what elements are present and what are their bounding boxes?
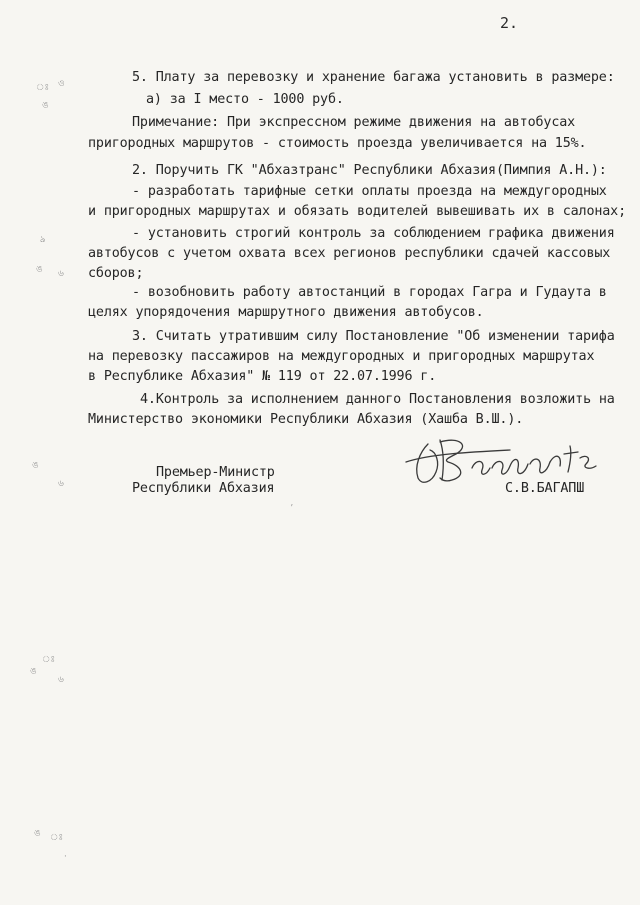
signatory-title-line-2: Республики Абхазия [132,481,275,496]
scan-speck: ঙ [42,101,49,111]
paragraph-2-line-5: автобусов с учетом охвата всех регионов республики сдачей кассовых [88,246,611,261]
scan-speck: ʼ [290,504,293,514]
scan-speck: ঙ [34,829,41,839]
scan-speck: · [64,852,67,862]
paragraph-2-line-7: - возобновить работу автостанций в городах Гагра и Гудаута в [132,285,607,300]
scan-speck: ঙ [30,667,37,677]
paragraph-5-line-2: а) за I место - 1000 руб. [146,92,344,107]
scan-speck: ৬ [58,479,64,489]
paragraph-4-line-1: 4.Контроль за исполнением данного Постановления возложить на [140,392,615,407]
paragraph-2-line-6: сборов; [88,266,144,281]
paragraph-4-line-2: Министерство экономики Республики Абхазия (Хашба В.Ш.). [88,412,524,427]
handwritten-signature [400,432,610,490]
scan-speck: ঃ [36,83,50,93]
paragraph-2-line-1: 2. Поручить ГК "Абхазтранс" Республики Абхазия(Пимпия А.Н.): [132,163,607,178]
scan-speck: ঙ [36,265,43,275]
paragraph-2-line-3: и пригородных маршрутах и обязать водителей вывешивать их в салонах; [88,204,627,219]
paragraph-3-line-1: 3. Считать утратившим силу Постановление "Об изменении тарифа [132,329,615,344]
scan-speck: ঃ [42,655,56,665]
note-line-1: Примечание: При экспрессном режиме движения на автобусах [132,115,576,130]
scan-speck: ঃ [50,833,64,843]
paragraph-2-line-4: - установить строгий контроль за соблюдением графика движения [132,226,615,241]
paragraph-2-line-8: целях упорядочения маршрутного движения автобусов. [88,305,484,320]
page-number: 2. [500,14,519,32]
note-line-2: пригородных маршрутов - стоимость проезда увеличивается на 15%. [88,136,587,151]
paragraph-5-line-1: 5. Плату за перевозку и хранение багажа установить в размере: [132,70,615,85]
scan-speck: ঌ [40,235,46,245]
paragraph-2-line-2: - разработать тарифные сетки оплаты проезда на междугородных [132,184,607,199]
scan-speck: ৬ [58,675,64,685]
scan-speck: ৬ [58,269,64,279]
signatory-name: С.В.БАГАПШ [505,481,585,496]
scan-speck: ও [58,79,65,89]
paragraph-3-line-3: в Республике Абхазия" № 119 от 22.07.1996 г. [88,369,437,384]
signatory-title-line-1: Премьер-Министр [156,465,275,480]
scan-speck: ঙ [32,461,39,471]
paragraph-3-line-2: на перевозку пассажиров на междугородных и пригородных маршрутах [88,349,595,364]
